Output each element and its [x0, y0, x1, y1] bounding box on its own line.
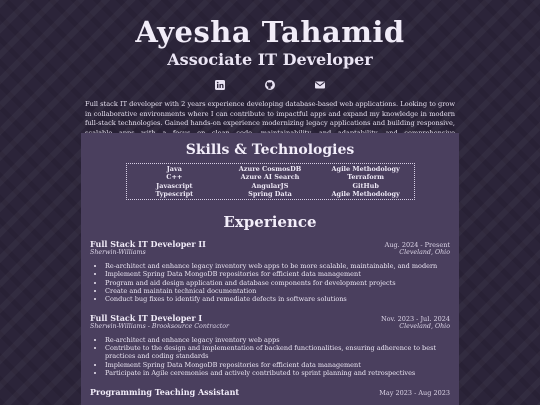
job-company: Sherwin-Williams - Brooksource Contractor	[90, 322, 230, 330]
list-item: • Conduct bug fixes to identify and remediate defects in software solutions	[105, 295, 450, 303]
job-bullets	[90, 336, 450, 377]
job-dates: May 2023 - Aug 2023	[379, 389, 450, 398]
job-title: Associate IT Developer	[167, 50, 373, 69]
list-item: • Re-architect and enhance legacy inventory web apps to be more scalable, maintainable, and modern	[105, 262, 450, 270]
skill-item: GitHub	[352, 181, 379, 190]
skill-item: C++	[166, 173, 183, 182]
skill-item: Spring Data	[248, 189, 292, 198]
list-item: • Create and maintain technical documentation	[105, 287, 450, 295]
skills-grid	[126, 163, 415, 200]
skill-item: Agile Methodology	[331, 189, 400, 198]
skill-item: Javascript	[156, 181, 193, 190]
list-item: • Program and aid design application and database components for development projects	[105, 279, 450, 287]
job-bullets	[90, 262, 450, 303]
summary: Full stack IT developer with 2 years experience developing database-based web applications. Looking to grow in collaborative environments where I can contribute to impactful apps and expand my knowledge in modern full-stack technologies. Gained hands-on experience modernizing legacy applications and building responsive,	[85, 100, 455, 127]
skill-item: Azure AI Search	[240, 173, 300, 182]
job-position: Full Stack IT Developer I	[90, 312, 203, 323]
skills-heading: Skills & Technologies	[185, 142, 355, 158]
person-name: Ayesha Tahamid	[135, 15, 405, 49]
list-item: • Re-architect and enhance legacy inventory web apps	[105, 336, 450, 344]
job-dates: Nov. 2023 - Jul. 2024	[380, 314, 450, 323]
job-location: Cleveland, Ohio	[399, 249, 450, 257]
job-position: Full Stack IT Developer II	[90, 239, 206, 250]
list-item: • Implement Spring Data MongoDB repositories for efficient data management	[105, 270, 450, 278]
skill-item: AngularJS	[251, 181, 289, 190]
skill-item: Typescript	[155, 189, 194, 198]
job-entry	[90, 239, 450, 303]
content-panel	[81, 133, 459, 405]
job-entry	[90, 313, 450, 377]
linkedin-icon[interactable]	[215, 80, 225, 90]
social-links	[0, 80, 540, 92]
skill-item: Terraform	[347, 173, 385, 182]
list-item: • Contribute to the design and implementation of backend functionalities, ensuring adherence to best practices and coding standards	[105, 344, 450, 361]
job-location: Cleveland, Ohio	[399, 322, 450, 330]
skill-item: Azure CosmosDB	[238, 165, 302, 173]
github-icon[interactable]	[265, 80, 275, 90]
experience-heading: Experience	[223, 213, 317, 232]
skill-item: Agile Methodology	[331, 165, 400, 173]
skill-item: Java	[166, 165, 182, 173]
job-company: Sherwin-Williams	[90, 249, 146, 257]
job-dates: Aug. 2024 - Present	[384, 241, 450, 250]
job-entry	[90, 387, 450, 397]
list-item: • Participate in Agile ceremonies and actively contributed to sprint planning and retrospectives	[105, 369, 450, 377]
header	[0, 0, 540, 155]
email-icon[interactable]	[315, 80, 325, 90]
list-item: • Implement Spring Data MongoDB repositories for efficient data management	[105, 361, 450, 369]
job-position: Programming Teaching Assistant	[90, 387, 240, 398]
